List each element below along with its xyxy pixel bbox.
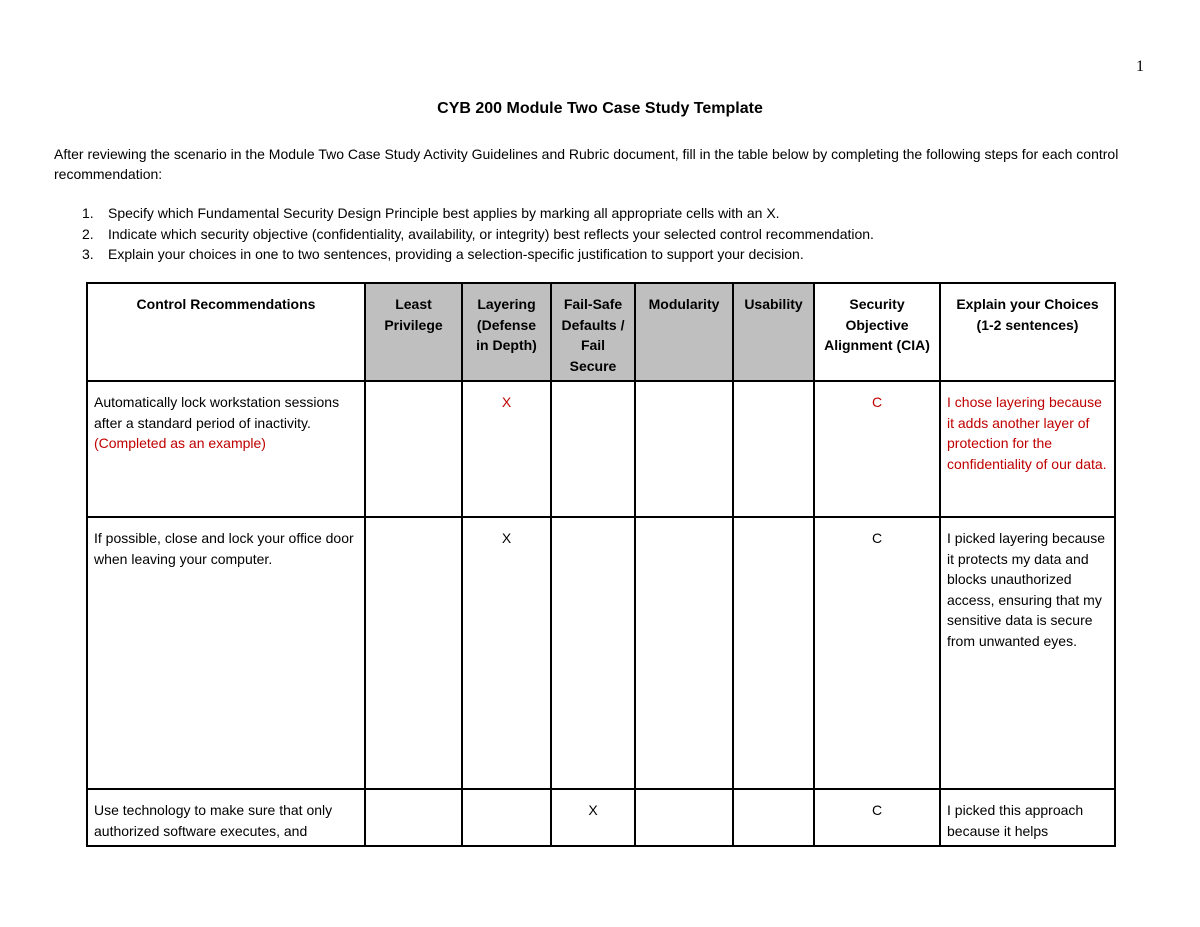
cell-security-objective: C: [814, 517, 940, 789]
intro-paragraph: After reviewing the scenario in the Module Two Case Study Activity Guidelines and Rubric document, fill in the table below by completing the following steps for each control recommendation:: [54, 146, 1119, 182]
cell-explain: I chose layering because it adds another layer of protection for the confidentiality of our data.: [940, 381, 1115, 517]
table-row: [87, 517, 1115, 789]
cell-security-objective: C: [814, 381, 940, 517]
header-modularity: Modularity: [635, 283, 733, 381]
header-explain-choices: Explain your Choices (1-2 sentences): [940, 283, 1115, 381]
table-header-row: [87, 283, 1115, 381]
instruction-step: [82, 224, 1142, 245]
table-row: [87, 789, 1115, 846]
page-number: 1: [1136, 58, 1144, 75]
cell-control: If possible, close and lock your office door when leaving your computer.: [87, 517, 365, 789]
step-text: Specify which Fundamental Security Design Principle best applies by marking all appropriate cells with an X.: [108, 205, 780, 221]
header-fail-safe: Fail-Safe Defaults / Fail Secure: [551, 283, 635, 381]
cell-control: [87, 381, 365, 517]
cell-explain: I picked this approach because it helps: [940, 789, 1115, 846]
control-text: Automatically lock workstation sessions after a standard period of inactivity.: [94, 394, 340, 431]
cell-fail-safe: [551, 517, 635, 789]
control-recommendations-table: [86, 282, 1116, 847]
instruction-step: [82, 203, 1142, 224]
step-text: Explain your choices in one to two sentences, providing a selection-specific justification to support your decision.: [108, 246, 804, 262]
cell-layering: X: [462, 381, 551, 517]
cell-modularity: [635, 789, 733, 846]
cell-least-privilege: [365, 789, 462, 846]
step-text: Indicate which security objective (confidentiality, availability, or integrity) best reflects your selected control recommendation.: [108, 225, 874, 242]
example-note: (Completed as an example): [94, 435, 266, 451]
cell-explain: I picked layering because it protects my data and blocks unauthorized access, ensuring that my sensitive data is secure from unwanted eyes.: [940, 517, 1115, 789]
table-row: [87, 381, 1115, 517]
step-number: 2.: [82, 225, 94, 242]
step-number: 1.: [82, 205, 94, 221]
cell-usability: [733, 517, 814, 789]
cell-fail-safe: X: [551, 789, 635, 846]
cell-least-privilege: [365, 517, 462, 789]
header-security-objective: Security Objective Alignment (CIA): [814, 283, 940, 381]
cell-layering: X: [462, 517, 551, 789]
header-least-privilege: Least Privilege: [365, 283, 462, 381]
cell-usability: [733, 789, 814, 846]
document-title: CYB 200 Module Two Case Study Template: [437, 100, 763, 117]
cell-modularity: [635, 517, 733, 789]
header-usability: Usability: [733, 283, 814, 381]
header-layering: Layering (Defense in Depth): [462, 283, 551, 381]
instruction-steps: [82, 203, 1142, 265]
cell-least-privilege: [365, 381, 462, 517]
instruction-step: [82, 244, 1142, 265]
cell-layering: [462, 789, 551, 846]
step-number: 3.: [82, 246, 94, 262]
cell-fail-safe: [551, 381, 635, 517]
cell-security-objective: C: [814, 789, 940, 846]
cell-control: Use technology to make sure that only authorized software executes, and: [87, 789, 365, 846]
header-control-recommendations: Control Recommendations: [87, 283, 365, 381]
cell-modularity: [635, 381, 733, 517]
cell-usability: [733, 381, 814, 517]
